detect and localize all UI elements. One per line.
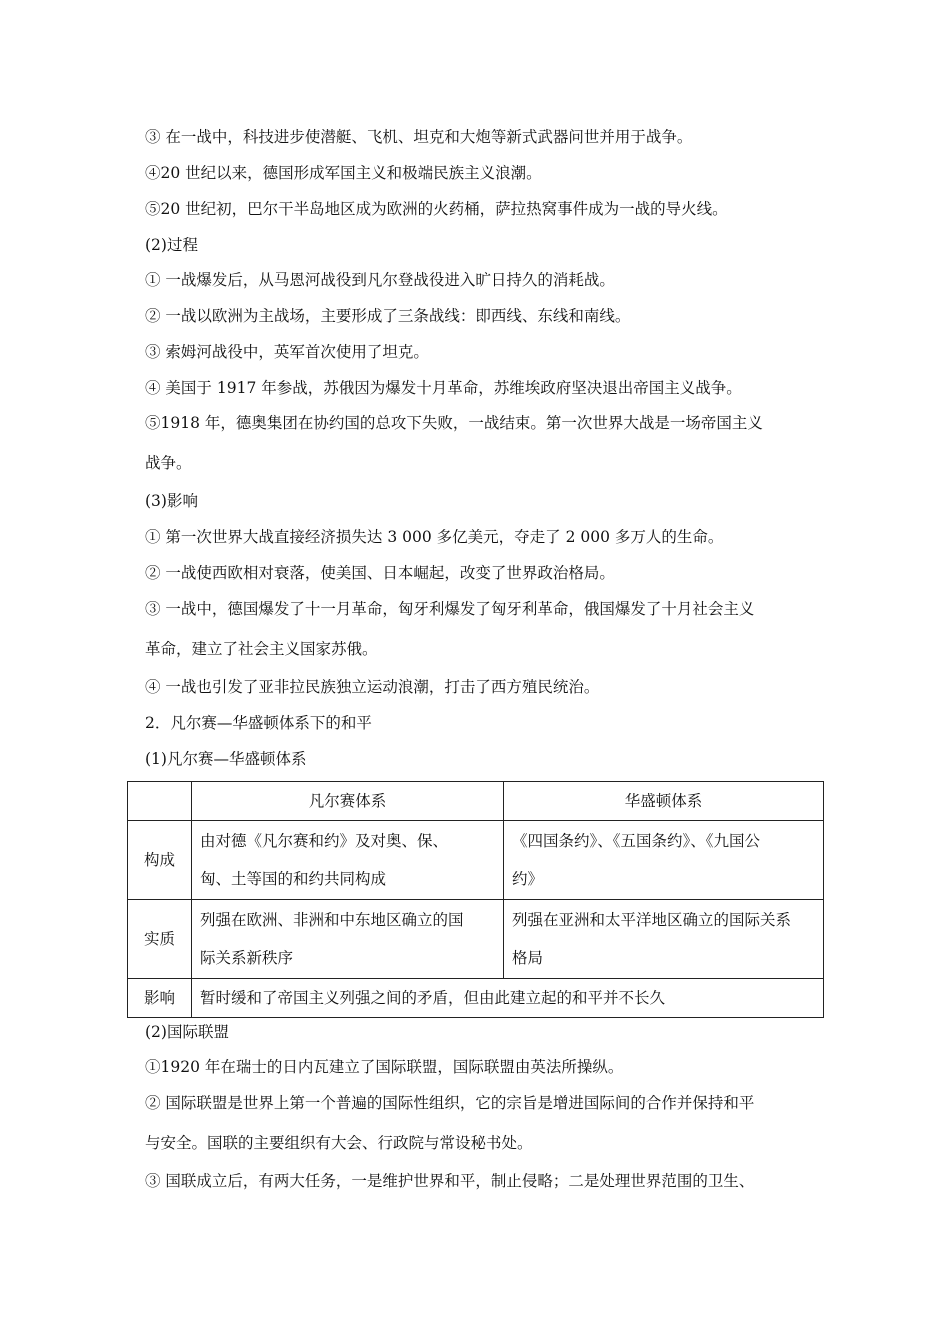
cell-line: 格局 <box>512 949 544 967</box>
cell-line: 列强在亚洲和太平洋地区确立的国际关系 <box>512 911 792 929</box>
cell-line: 《四国条约》、《五国条约》、《九国公 <box>512 832 761 850</box>
row-label: 实质 <box>128 900 192 979</box>
text-line: ①1920 年在瑞士的日内瓦建立了国际联盟，国际联盟由英法所操纵。 <box>145 1058 624 1076</box>
text-line: 革命，建立了社会主义国家苏俄。 <box>145 640 378 658</box>
table-header-cell: 华盛顿体系 <box>504 782 824 821</box>
table-row <box>128 821 824 900</box>
table-cell <box>192 821 504 900</box>
text-line: ④20 世纪以来，德国形成军国主义和极端民族主义浪潮。 <box>145 164 542 182</box>
section-heading: (1)凡尔赛—华盛顿体系 <box>145 750 307 768</box>
text-line: ② 国际联盟是世界上第一个普遍的国际性组织，它的宗旨是增进国际间的合作并保持和平 <box>145 1094 755 1112</box>
table-cell <box>504 821 824 900</box>
table-header-cell: 凡尔赛体系 <box>192 782 504 821</box>
text-line: ③ 索姆河战役中，英军首次使用了坦克。 <box>145 343 429 361</box>
section-heading: (2)过程 <box>145 236 198 254</box>
cell-line: 约》 <box>512 870 544 888</box>
text-line: ② 一战以欧洲为主战场，主要形成了三条战线：即西线、东线和南线。 <box>145 307 631 325</box>
table-header-row <box>128 782 824 821</box>
text-line: ① 一战爆发后，从马恩河战役到凡尔登战役进入旷日持久的消耗战。 <box>145 271 615 289</box>
text-line: ⑤20 世纪初，巴尔干半岛地区成为欧洲的火药桶，萨拉热窝事件成为一战的导火线。 <box>145 200 728 218</box>
table-cell <box>192 900 504 979</box>
text-line: ④ 一战也引发了亚非拉民族独立运动浪潮，打击了西方殖民统治。 <box>145 678 600 696</box>
cell-line: 际关系新秩序 <box>200 949 294 967</box>
table-cell-merged: 暂时缓和了帝国主义列强之间的矛盾，但由此建立起的和平并不长久 <box>192 979 824 1018</box>
row-label: 影响 <box>128 979 192 1018</box>
section-heading: 2．凡尔赛—华盛顿体系下的和平 <box>145 714 372 732</box>
cell-line: 列强在欧洲、非洲和中东地区确立的国 <box>200 911 464 929</box>
table-cell <box>504 900 824 979</box>
text-line: 战争。 <box>145 454 192 472</box>
table-row <box>128 979 824 1018</box>
section-heading: (2)国际联盟 <box>145 1023 229 1041</box>
table-row <box>128 900 824 979</box>
text-line: 与安全。国联的主要组织有大会、行政院与常设秘书处。 <box>145 1134 533 1152</box>
text-line: ③ 国联成立后，有两大任务，一是维护世界和平，制止侵略；二是处理世界范围的卫生、 <box>145 1172 755 1190</box>
text-line: ③ 在一战中，科技进步使潜艇、飞机、坦克和大炮等新式武器问世并用于战争。 <box>145 128 693 146</box>
table-header-cell <box>128 782 192 821</box>
row-label: 构成 <box>128 821 192 900</box>
text-line: ② 一战使西欧相对衰落，使美国、日本崛起，改变了世界政治格局。 <box>145 564 615 582</box>
system-comparison-table <box>127 781 824 1018</box>
cell-line: 由对德《凡尔赛和约》及对奥、保、 <box>200 832 449 850</box>
cell-line: 匈、土等国的和约共同构成 <box>200 870 387 888</box>
text-line: ⑤1918 年，德奥集团在协约国的总攻下失败，一战结束。第一次世界大战是一场帝国主义 <box>145 414 763 432</box>
text-line: ③ 一战中，德国爆发了十一月革命，匈牙利爆发了匈牙利革命，俄国爆发了十月社会主义 <box>145 600 755 618</box>
section-heading: (3)影响 <box>145 492 198 510</box>
text-line: ① 第一次世界大战直接经济损失达 3 000 多亿美元，夺走了 2 000 多万人的生命。 <box>145 528 724 546</box>
text-line: ④ 美国于 1917 年参战，苏俄因为爆发十月革命，苏维埃政府坚决退出帝国主义战争。 <box>145 379 742 397</box>
